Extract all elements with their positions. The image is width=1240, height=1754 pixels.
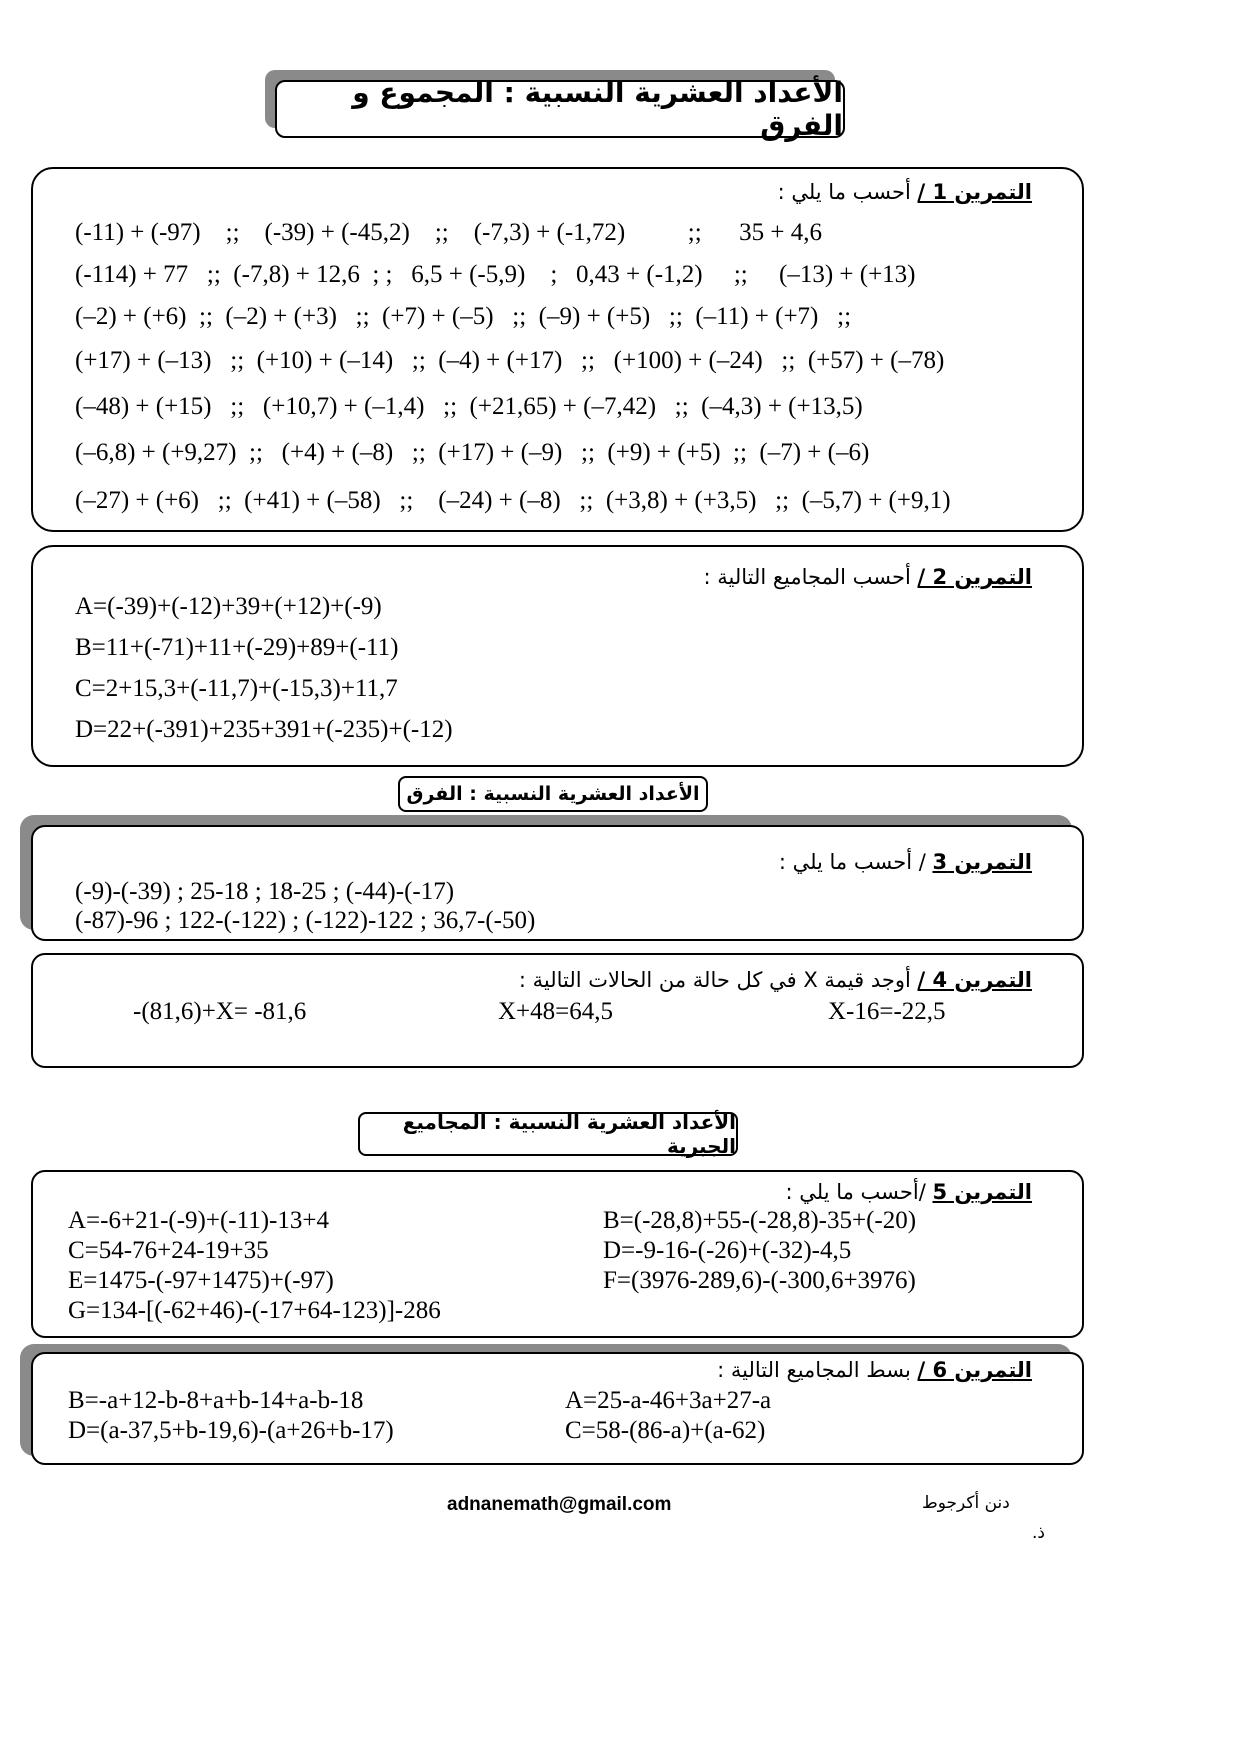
exercise-1-line: (–6,8) + (+9,27) ;; (+4) + (–8) ;; (+17) + (–9) ;; (+9) + (+5) ;; (–7) + (–6) — [75, 439, 870, 466]
exercise-4-heading — [519, 968, 1032, 992]
exercise-1-number: التمرين 1 / — [917, 180, 1032, 204]
exercise-5-expression: E=1475-(-97+1475)+(-97) — [68, 1267, 334, 1294]
exercise-1-line: (–2) + (+6) ;; (–2) + (+3) ;; (+7) + (–5) ;; (–9) + (+5) ;; (–11) + (+7) ;; — [75, 303, 852, 330]
exercise-5-number: التمرين 5 — [932, 1180, 1032, 1204]
main-title — [275, 76, 845, 142]
exercise-4-equation-middle: X+48=64,5 — [498, 998, 614, 1025]
exercise-2-line: D=22+(-391)+235+391+(-235)+(-12) — [75, 716, 453, 743]
exercise-3-instruction: / أحسب ما يلي : — [778, 850, 933, 874]
subtitle-difference-text: الأعداد العشرية النسبية : الفرق — [406, 783, 700, 805]
exercise-5-heading — [785, 1180, 1032, 1204]
footer-author: دنن أكرجوط — [922, 1493, 1010, 1513]
exercise-1-line: (–27) + (+6) ;; (+41) + (–58) ;; (–24) + (–8) ;; (+3,8) + (+3,5) ;; (–5,7) + (+9,1) — [75, 487, 951, 514]
subtitle-algebraic-text: الأعداد العشرية النسبية : المجاميع الجبرية — [402, 1110, 736, 1158]
exercise-6-instruction: بسط المجاميع التالية : — [717, 1358, 918, 1382]
footer-prefix: ذ. — [1032, 1523, 1045, 1543]
exercise-5-expression: B=(-28,8)+55-(-28,8)-35+(-20) — [603, 1207, 917, 1234]
exercise-3-line: (-9)-(-39) ; 25-18 ; 18-25 ; (-44)-(-17) — [75, 878, 455, 905]
footer-email: adnanemath@gmail.com — [447, 1494, 672, 1515]
exercise-3-line: (-87)-96 ; 122-(-122) ; (-122)-122 ; 36,7-(-50) — [75, 907, 536, 934]
subtitle-algebraic — [358, 1112, 738, 1156]
exercise-2-line: B=11+(-71)+11+(-29)+89+(-11) — [75, 634, 399, 661]
exercise-5-expression: D=-9-16-(-26)+(-32)-4,5 — [603, 1237, 852, 1264]
exercise-6-number: التمرين 6 / — [917, 1358, 1032, 1382]
exercise-4-equation-left: -(81,6)+X= -81,6 — [133, 998, 307, 1025]
exercise-4-number: التمرين 4 / — [917, 968, 1032, 992]
exercise-6-expression: C=58-(86-a)+(a-62) — [565, 1417, 766, 1444]
exercise-4-equation-right: X-16=-22,5 — [828, 998, 946, 1025]
exercise-5-expression: A=-6+21-(-9)+(-11)-13+4 — [68, 1207, 329, 1234]
exercise-5-expression: G=134-[(-62+46)-(-17+64-123)]-286 — [68, 1297, 441, 1324]
exercise-5-instruction: /أحسب ما يلي : — [785, 1180, 933, 1204]
exercise-1-heading — [778, 180, 1032, 204]
exercise-6-expression: B=-a+12-b-8+a+b-14+a-b-18 — [68, 1387, 364, 1414]
exercise-1-line: (+17) + (–13) ;; (+10) + (–14) ;; (–4) + (+17) ;; (+100) + (–24) ;; (+57) + (–78) — [75, 347, 945, 374]
exercise-4-instruction: أوجد قيمة X في كل حالة من الحالات التالية : — [518, 968, 918, 992]
exercise-1-line: (-11) + (-97) ;; (-39) + (-45,2) ;; (-7,3) + (-1,72) ;; 35 + 4,6 — [75, 219, 822, 246]
exercise-3-number: التمرين 3 — [932, 850, 1032, 874]
main-title-text: الأعداد العشرية النسبية : المجموع و الفرق — [352, 76, 843, 142]
subtitle-difference — [398, 776, 708, 812]
exercise-6-heading — [717, 1358, 1032, 1382]
exercise-2-line: C=2+15,3+(-11,7)+(-15,3)+11,7 — [75, 675, 398, 702]
exercise-2-number: التمرين 2 / — [917, 565, 1032, 589]
exercise-2-line: A=(-39)+(-12)+39+(+12)+(-9) — [75, 593, 382, 620]
exercise-3-heading — [779, 850, 1032, 874]
exercise-6-expression: A=25-a-46+3a+27-a — [565, 1387, 772, 1414]
exercise-5-expression: C=54-76+24-19+35 — [68, 1237, 269, 1264]
exercise-1-line: (–48) + (+15) ;; (+10,7) + (–1,4) ;; (+21,65) + (–7,42) ;; (–4,3) + (+13,5) — [75, 393, 863, 420]
exercise-2-instruction: أحسب المجاميع التالية : — [703, 565, 918, 589]
exercise-6-expression: D=(a-37,5+b-19,6)-(a+26+b-17) — [68, 1417, 394, 1444]
exercise-1-line: (-114) + 77 ;; (-7,8) + 12,6 ; ; 6,5 + (-5,9) ; 0,43 + (-1,2) ;; (–13) + (+13) — [75, 261, 916, 288]
exercise-1-instruction: أحسب ما يلي : — [777, 180, 918, 204]
exercise-2-heading — [703, 565, 1032, 589]
exercise-5-expression: F=(3976-289,6)-(-300,6+3976) — [603, 1267, 916, 1294]
